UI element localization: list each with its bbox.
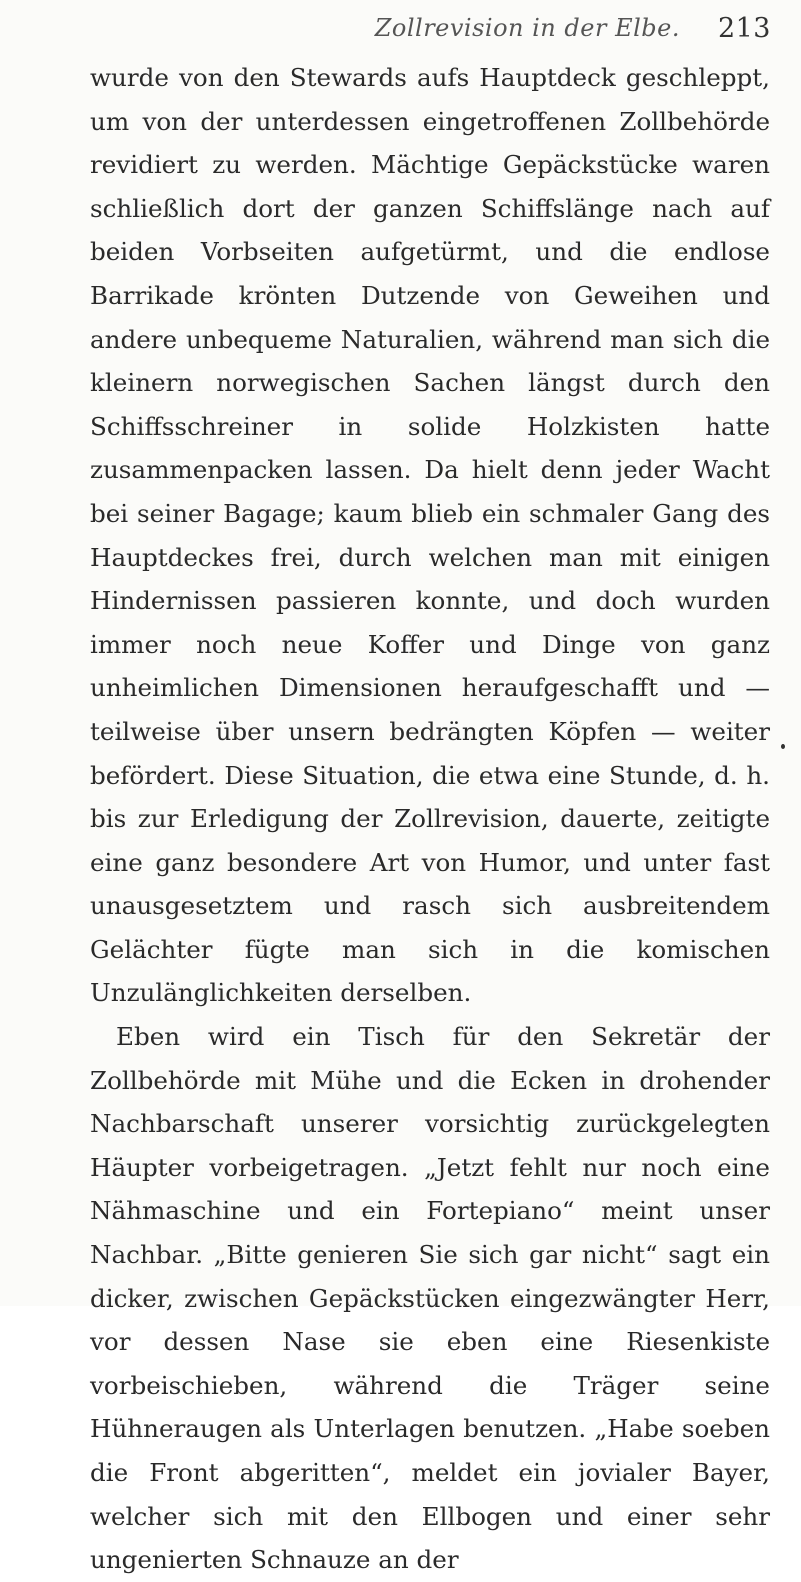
body-text <box>90 56 770 1582</box>
page-number: 213 <box>717 12 771 44</box>
margin-ink-dot <box>781 744 785 749</box>
paragraph-2: Eben wird ein Tisch für den Sekretär der Zollbehörde mit Mühe und die Ecken in drohender Nachbarschaft unserer vorsichtig zurückgelegten Häupter vorbeigetragen. „Jetzt fehlt nur noch eine Nähmaschine und ein Fortepiano“ meint unser Nachbar. „Bitte genieren Sie sich gar nicht“ sagt ein dicker, zwischen Gepäckstücken eingezwängter Herr, vor dessen Nase sie eben eine Riesenkiste vorbeischieben, während die Träger seine Hühneraugen als Unterlagen benutzen. „Habe soeben die Front abgeritten“, meldet ein jovialer Bayer, welcher sich mit den Ellbogen und einer sehr ungenierten Schnauze an der <box>90 1022 770 1575</box>
running-header <box>90 8 771 48</box>
running-title: Zollrevision in der Elbe. <box>374 14 680 42</box>
paragraph-1: wurde von den Stewards aufs Hauptdeck geschleppt, um von der unterdessen eingetroffenen Zollbehörde revidiert zu werden. Mächtige Gepäckstücke waren schließlich dort der ganzen Schiffslänge nach auf beiden Vorbseiten aufgetürmt, und die endlose Barrikade krönten Dutzende von Geweihen und andere unbequeme Naturalien, während man sich die kleinern norwegischen Sachen längst durch den Schiffsschreiner in solide Holzkisten hatte zusammenpacken lassen. Da hielt denn jeder Wacht bei seiner Bagage; kaum blieb ein schmaler Gang des Hauptdeckes frei, durch welchen man mit einigen Hindernissen passieren konnte, und doch wurden immer noch neue Koffer und Dinge von ganz unheimlichen Dimensionen heraufgeschafft und — teilweise über unsern bedrängten Köpfen — weiter befördert. Diese Situation, die etwa eine Stunde, d. h. bis zur Erledigung der Zollrevision, dauerte, zeitigte eine ganz besondere Art von Humor, und unter fast unausgesetztem und rasch sich ausbreitendem Gelächter fügte man sich in die komischen Unzulänglichkeiten derselben. <box>90 63 770 1008</box>
